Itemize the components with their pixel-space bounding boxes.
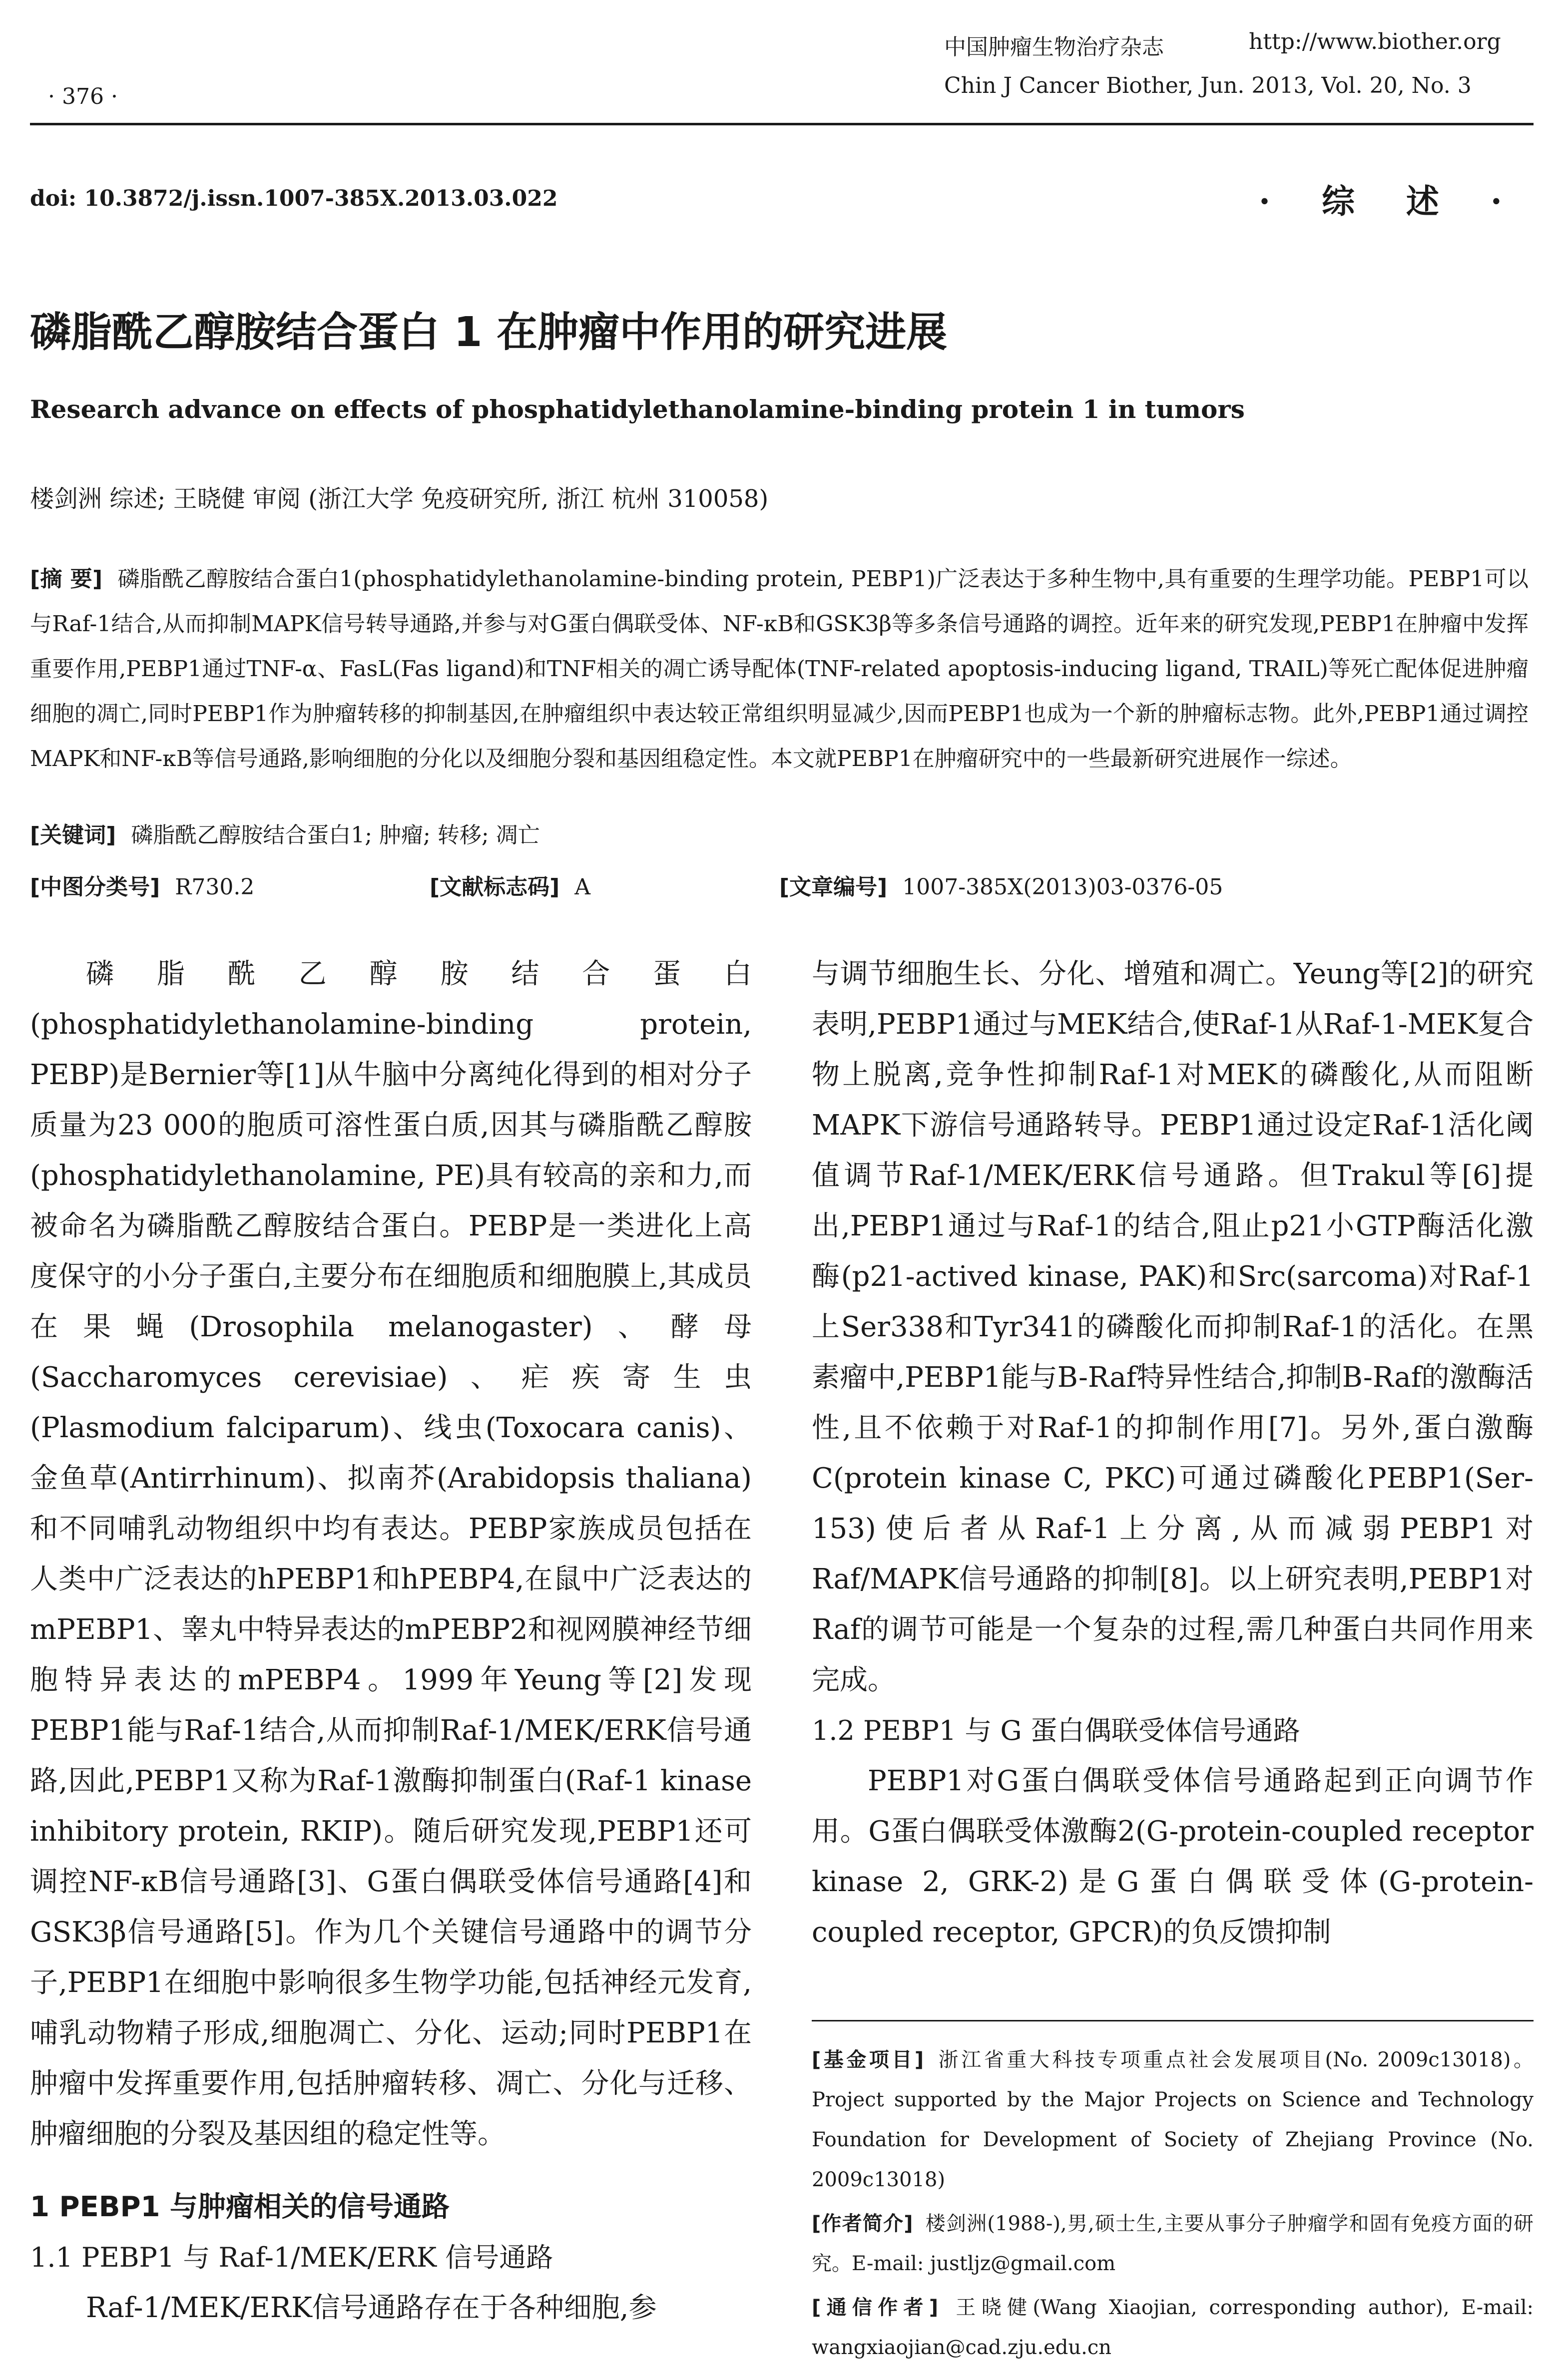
subsection-heading: 1.2 PEBP1 与 G 蛋白偶联受体信号通路 — [812, 1715, 1300, 1746]
body-paragraph: Raf-1/MEK/ERK信号通路存在于各种细胞,参 — [86, 2292, 657, 2324]
title-cn: 磷脂酰乙醇胺结合蛋白 1 在肿瘤中作用的研究进展 — [30, 309, 948, 356]
article-number — [779, 869, 1223, 901]
footnote-rule — [812, 2020, 1534, 2021]
clc-value: R730.2 — [175, 874, 255, 900]
fund-label: [基金项目] — [812, 2048, 924, 2071]
section-heading: 1 PEBP1 与肿瘤相关的信号通路 — [30, 2191, 450, 2223]
body-left-column — [30, 949, 752, 2333]
article-number-label: [文章编号] — [779, 874, 888, 900]
journal-citation-en: Chin J Cancer Biother, Jun. 2013, Vol. 20, No. 3 — [944, 73, 1472, 98]
header-rule — [30, 123, 1534, 125]
doi: doi: 10.3872/j.issn.1007-385X.2013.03.022 — [30, 186, 558, 211]
clc-label: [中图分类号] — [30, 874, 160, 900]
journal-name-cn: 中国肿瘤生物治疗杂志 — [944, 34, 1164, 60]
body-paragraph: 磷脂酰乙醇胺结合蛋白(phosphatidylethanolamine-binding protein, PEBP)是Bernier等[1]从牛脑中分离纯化得到的相对分子质量为23 000的胞质可溶性蛋白质,因其与磷脂酰乙醇胺(phosphatidylethanolamine, PE)具有较高的亲和力,而被命名为磷脂酰乙醇胺结合蛋白。PEBP是一类进化上高度保守的小分子蛋白,主要分布在细胞质和细胞膜上,其成员在果蝇(Drosophila melanogaster)、酵母(Saccharomyces cerevisiae)、疟疾寄生虫(Plasmodium falciparum)、线虫(Toxocara canis)、金鱼草(Antirrhinum)、拟南芥(Arabidopsis thaliana)和不同哺乳动物组织中均有表达。PEBP家族成员包括在人类中广泛表达的hPEBP1和hPEBP4,在鼠中广泛表达的mPEBP1、睾丸中特异表达的mPEBP2和视网膜神经节细胞特异表达的mPEBP4。1999年Yeung等[2]发现PEBP1能与Raf-1结合,从而抑制Raf-1/MEK/ERK信号通路,因此,PEBP1又称为Raf-1激酶抑制蛋白(Raf-1 kinase inhibitory protein, RKIP)。随后研究发现,PEBP1还可调控NF-κB信号通路[3]、G蛋白偶联受体信号通路[4]和GSK3β信号通路[5]。作为几个关键信号通路中的调节分子,PEBP1在细胞中影响很多生物学功能,包括神经元发育,哺乳动物精子形成,细胞凋亡、分化、运动;同时PEBP1在肿瘤中发挥重要作用,包括肿瘤转移、凋亡、分化与迁移、肿瘤细胞的分裂及基因组的稳定性等。 — [30, 958, 752, 2150]
classification-line — [30, 869, 1529, 904]
corresponding-note — [812, 2288, 1534, 2368]
title-en: Research advance on effects of phosphatidylethanolamine-binding protein 1 in tumors — [30, 395, 1245, 424]
abstract-text: 磷脂酰乙醇胺结合蛋白1(phosphatidylethanolamine-binding protein, PEBP1)广泛表达于多种生物中,具有重要的生理学功能。PEBP1可以与Raf-1结合,从而抑制MAPK信号转导通路,并参与对G蛋白偶联受体、NF-κB和GSK3β等多条信号通路的调控。近年来的研究发现,PEBP1在肿瘤中发挥重要作用,PEBP1通过TNF-α、FasL(Fas ligand)和TNF相关的凋亡诱导配体(TNF-related apoptosis-inducing ligand, TRAIL)等死亡配体促进肿瘤细胞的凋亡,同时PEBP1作为肿瘤转移的抑制基因,在肿瘤组织中表达较正常组织明显减少,因而PEBP1也成为一个新的肿瘤标志物。此外,PEBP1通过调控MAPK和NF-κB等信号通路,影响细胞的分化以及细胞分裂和基因组稳定性。本文就PEBP1在肿瘤研究中的一些最新研究进展作一综述。 — [30, 566, 1529, 772]
abstract — [30, 557, 1529, 782]
clc — [30, 869, 254, 901]
section-tag: · 综 述 · — [1259, 182, 1522, 221]
article-number-value: 1007-385X(2013)03-0376-05 — [902, 874, 1223, 900]
journal-url[interactable]: http://www.biother.org — [1249, 29, 1501, 54]
footnotes — [812, 2040, 1534, 2372]
abstract-label: [摘 要] — [30, 566, 103, 592]
subsection-heading: 1.1 PEBP1 与 Raf-1/MEK/ERK 信号通路 — [30, 2242, 553, 2273]
keywords — [30, 817, 540, 849]
body-right-column — [812, 949, 1534, 1958]
author-bio-text: 楼剑洲(1988-),男,硕士生,主要从事分子肿瘤学和固有免疫方面的研究。E-mail: justljz@gmail.com — [812, 2212, 1534, 2275]
body-paragraph: 与调节细胞生长、分化、增殖和凋亡。Yeung等[2]的研究表明,PEBP1通过与MEK结合,使Raf-1从Raf-1-MEK复合物上脱离,竞争性抑制Raf-1对MEK的磷酸化,从而阻断MAPK下游信号通路转导。PEBP1通过设定Raf-1活化阈值调节Raf-1/MEK/ERK信号通路。但Trakul等[6]提出,PEBP1通过与Raf-1的结合,阻止p21小GTP酶活化激酶(p21-actived kinase, PAK)和Src(sarcoma)对Raf-1上Ser338和Tyr341的磷酸化而抑制Raf-1的活化。在黑素瘤中,PEBP1能与B-Raf特异性结合,抑制B-Raf的激酶活性,且不依赖于对Raf-1的抑制作用[7]。另外,蛋白激酶C(protein kinase C, PKC)可通过磷酸化PEBP1(Ser-153)使后者从Raf-1上分离,从而减弱PEBP1对Raf/MAPK信号通路的抑制[8]。以上研究表明,PEBP1对Raf的调节可能是一个复杂的过程,需几种蛋白共同作用来完成。 — [812, 958, 1534, 1696]
keywords-text: 磷脂酰乙醇胺结合蛋白1; 肿瘤; 转移; 凋亡 — [131, 822, 540, 848]
fund-note — [812, 2040, 1534, 2200]
authors: 楼剑洲 综述; 王晓健 审阅 (浙江大学 免疫研究所, 浙江 杭州 310058) — [30, 485, 769, 513]
body-paragraph: PEBP1对G蛋白偶联受体信号通路起到正向调节作用。G蛋白偶联受体激酶2(G-protein-coupled receptor kinase 2, GRK-2)是G蛋白偶联受体(G-protein-coupled receptor, GPCR)的负反馈抑制 — [812, 1765, 1534, 1949]
corresponding-text: 王晓健(Wang Xiaojian, corresponding author), E-mail: wangxiaojian@cad.zju.edu.cn — [812, 2296, 1534, 2359]
fund-text: 浙江省重大科技专项重点社会发展项目(No. 2009c13018)。Project supported by the Major Projects on Science and Technology Foundation for Development of Society of Zhejiang Province (No. 2009c13018) — [812, 2048, 1534, 2191]
doc-code-label: [文献标志码] — [430, 874, 560, 900]
keywords-label: [关键词] — [30, 822, 116, 848]
doc-code — [430, 869, 590, 901]
corresponding-label: [通信作者] — [812, 2296, 939, 2319]
author-note — [812, 2204, 1534, 2284]
doc-code-value: A — [574, 874, 590, 900]
author-bio-label: [作者简介] — [812, 2212, 913, 2235]
page-number: · 376 · — [48, 84, 118, 109]
